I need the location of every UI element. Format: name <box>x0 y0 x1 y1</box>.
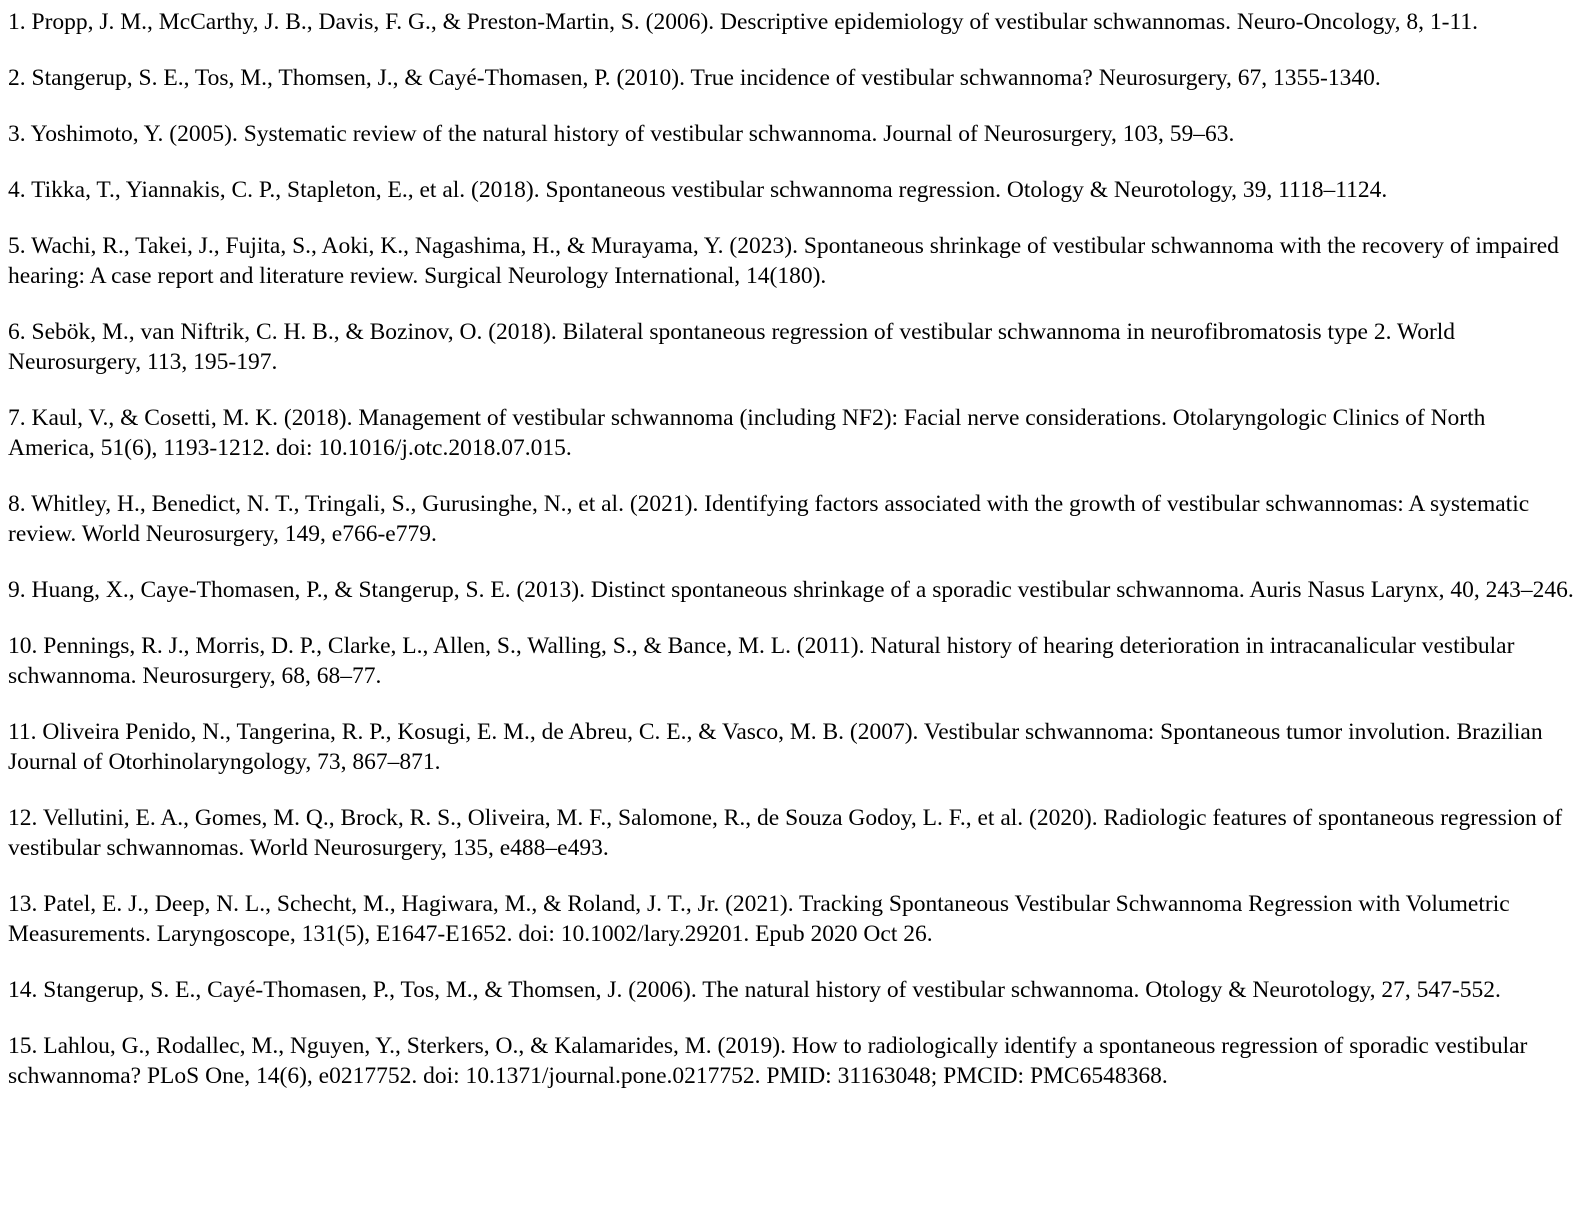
reference-item-2: 2. Stangerup, S. E., Tos, M., Thomsen, J., & Cayé-Thomasen, P. (2010). True incidence of vestibular schwannoma? Neurosurgery, 67, 1355-1340. <box>8 65 1381 91</box>
reference-list <box>8 7 1574 1091</box>
reference-item-4: 4. Tikka, T., Yiannakis, C. P., Stapleton, E., et al. (2018). Spontaneous vestibular schwannoma regression. Otology & Neurotology, 39, 1118–1124. <box>8 177 1388 203</box>
reference-item-10: 10. Pennings, R. J., Morris, D. P., Clarke, L., Allen, S., Walling, S., & Bance, M. L. (2011). Natural history of hearing deterioration in intracanalicular vestibular schwannoma. Neurosurgery, 68, 68–77. <box>8 633 1515 689</box>
reference-list-page <box>8 0 1574 1117</box>
reference-item-14: 14. Stangerup, S. E., Cayé-Thomasen, P., Tos, M., & Thomsen, J. (2006). The natural history of vestibular schwannoma. Otology & Neurotology, 27, 547-552. <box>8 977 1501 1003</box>
reference-item-12: 12. Vellutini, E. A., Gomes, M. Q., Brock, R. S., Oliveira, M. F., Salomone, R., de Souza Godoy, L. F., et al. (2020). Radiologic features of spontaneous regression of vestibular schwannomas. World Neurosurgery, 135, e488–e493. <box>8 805 1563 861</box>
reference-item-7: 7. Kaul, V., & Cosetti, M. K. (2018). Management of vestibular schwannoma (including NF2): Facial nerve considerations. Otolaryngologic Clinics of North America, 51(6), 1193-1212. doi: 10.1016/j.otc.2018.07.015. <box>8 405 1486 461</box>
reference-item-1: 1. Propp, J. M., McCarthy, J. B., Davis, F. G., & Preston-Martin, S. (2006). Descriptive epidemiology of vestibular schwannomas. Neuro-Oncology, 8, 1-11. <box>8 9 1478 35</box>
reference-item-8: 8. Whitley, H., Benedict, N. T., Tringali, S., Gurusinghe, N., et al. (2021). Identifying factors associated with the growth of vestibular schwannomas: A systematic review. World Neurosurgery, 149, e766-e779. <box>8 491 1530 547</box>
reference-item-5: 5. Wachi, R., Takei, J., Fujita, S., Aoki, K., Nagashima, H., & Murayama, Y. (2023). Spontaneous shrinkage of vestibular schwannoma with the recovery of impaired hearing: A case report and literature review. Surgical Neurology International, 14(180). <box>8 233 1559 289</box>
reference-item-13: 13. Patel, E. J., Deep, N. L., Schecht, M., Hagiwara, M., & Roland, J. T., Jr. (2021). Tracking Spontaneous Vestibular Schwannoma Regression with Volumetric Measurements. Laryngoscope, 131(5), E1647-E1652. doi: 10.1002/lary.29201. Epub 2020 Oct 26. <box>8 891 1510 947</box>
reference-item-6: 6. Sebök, M., van Niftrik, C. H. B., & Bozinov, O. (2018). Bilateral spontaneous regression of vestibular schwannoma in neurofibromatosis type 2. World Neurosurgery, 113, 195-197. <box>8 319 1456 375</box>
reference-item-15: 15. Lahlou, G., Rodallec, M., Nguyen, Y., Sterkers, O., & Kalamarides, M. (2019). How to radiologically identify a spontaneous regression of sporadic vestibular schwannoma? PLoS One, 14(6), e0217752. doi: 10.1371/journal.pone.0217752. PMID: 31163048; PMCID: PMC6548368. <box>8 1033 1528 1089</box>
reference-item-3: 3. Yoshimoto, Y. (2005). Systematic review of the natural history of vestibular schwannoma. Journal of Neurosurgery, 103, 59–63. <box>8 121 1235 147</box>
reference-item-9: 9. Huang, X., Caye-Thomasen, P., & Stangerup, S. E. (2013). Distinct spontaneous shrinkage of a sporadic vestibular schwannoma. Auris Nasus Larynx, 40, 243–246. <box>8 577 1574 603</box>
reference-item-11: 11. Oliveira Penido, N., Tangerina, R. P., Kosugi, E. M., de Abreu, C. E., & Vasco, M. B. (2007). Vestibular schwannoma: Spontaneous tumor involution. Brazilian Journal of Otorhinolaryngology, 73, 867–871. <box>8 719 1543 775</box>
